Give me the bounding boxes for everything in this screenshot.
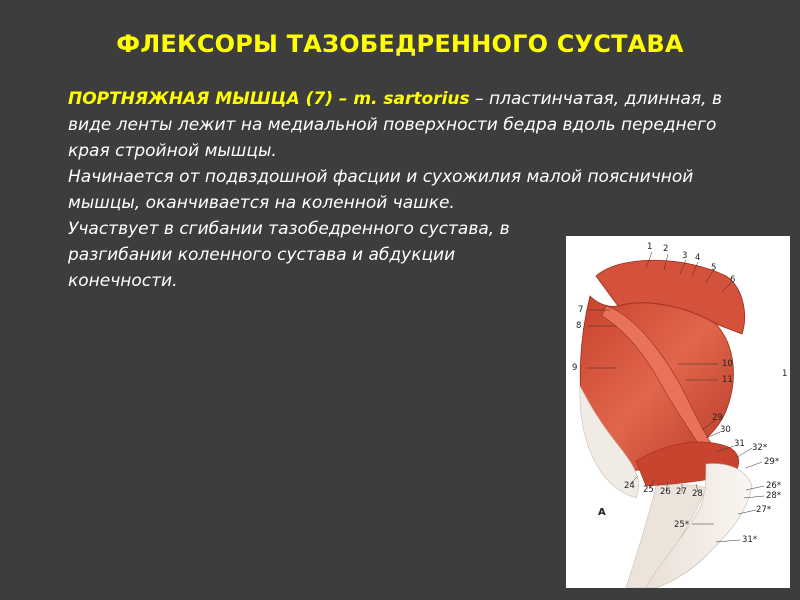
paragraph-sartorius <box>38 86 748 164</box>
label-1: 1 <box>647 242 653 252</box>
label-29: 29 <box>712 413 723 423</box>
label-26: 26 <box>660 487 671 497</box>
label-3: 3 <box>682 251 688 261</box>
label-26-star: 26* <box>766 481 782 491</box>
label-25: 25 <box>643 485 654 495</box>
label-28: 28 <box>692 489 703 499</box>
label-27: 27 <box>676 487 687 497</box>
label-6: 6 <box>730 275 736 285</box>
label-10: 10 <box>722 359 733 369</box>
label-11: 11 <box>722 375 733 385</box>
label-7: 7 <box>578 305 584 315</box>
thigh-muscles-illustration <box>566 236 790 588</box>
label-24: 24 <box>624 481 635 491</box>
label-25-star: 25* <box>674 520 690 530</box>
label-27-star: 27* <box>756 505 772 515</box>
sartorius-term: ПОРТНЯЖНАЯ МЫШЦА (7) – m. sartorius <box>68 89 470 109</box>
label-29-star: 29* <box>764 457 780 467</box>
label-31-star: 31* <box>742 535 758 545</box>
panel-letter: A <box>598 507 606 518</box>
label-9: 9 <box>572 363 578 373</box>
label-31: 31 <box>734 439 745 449</box>
label-8: 8 <box>576 321 582 331</box>
label-28-star: 28* <box>766 491 782 501</box>
label-1-right: 1 <box>782 369 788 379</box>
label-5: 5 <box>711 263 717 273</box>
paragraph-origin-insertion: Начинается от подвздошной фасции и сухожилия малой поясничной мышцы, оканчивается на коленной чашке. <box>68 167 694 213</box>
sartorius-description: – пластинчатая, длинная, в виде ленты лежит на медиальной поверхности бедра вдоль переднего края стройной мышцы. <box>68 89 722 161</box>
anatomy-figure <box>566 236 790 588</box>
slide-title: ФЛЕКСОРЫ ТАЗОБЕДРЕННОГО СУСТАВА <box>116 30 684 58</box>
label-30: 30 <box>720 425 731 435</box>
label-32-star: 32* <box>752 443 768 453</box>
label-4: 4 <box>695 253 701 263</box>
label-2: 2 <box>663 244 669 254</box>
paragraph-function: Участвует в сгибании тазобедренного сустава, в разгибании коленного сустава и абдукции конечности. <box>68 219 510 291</box>
